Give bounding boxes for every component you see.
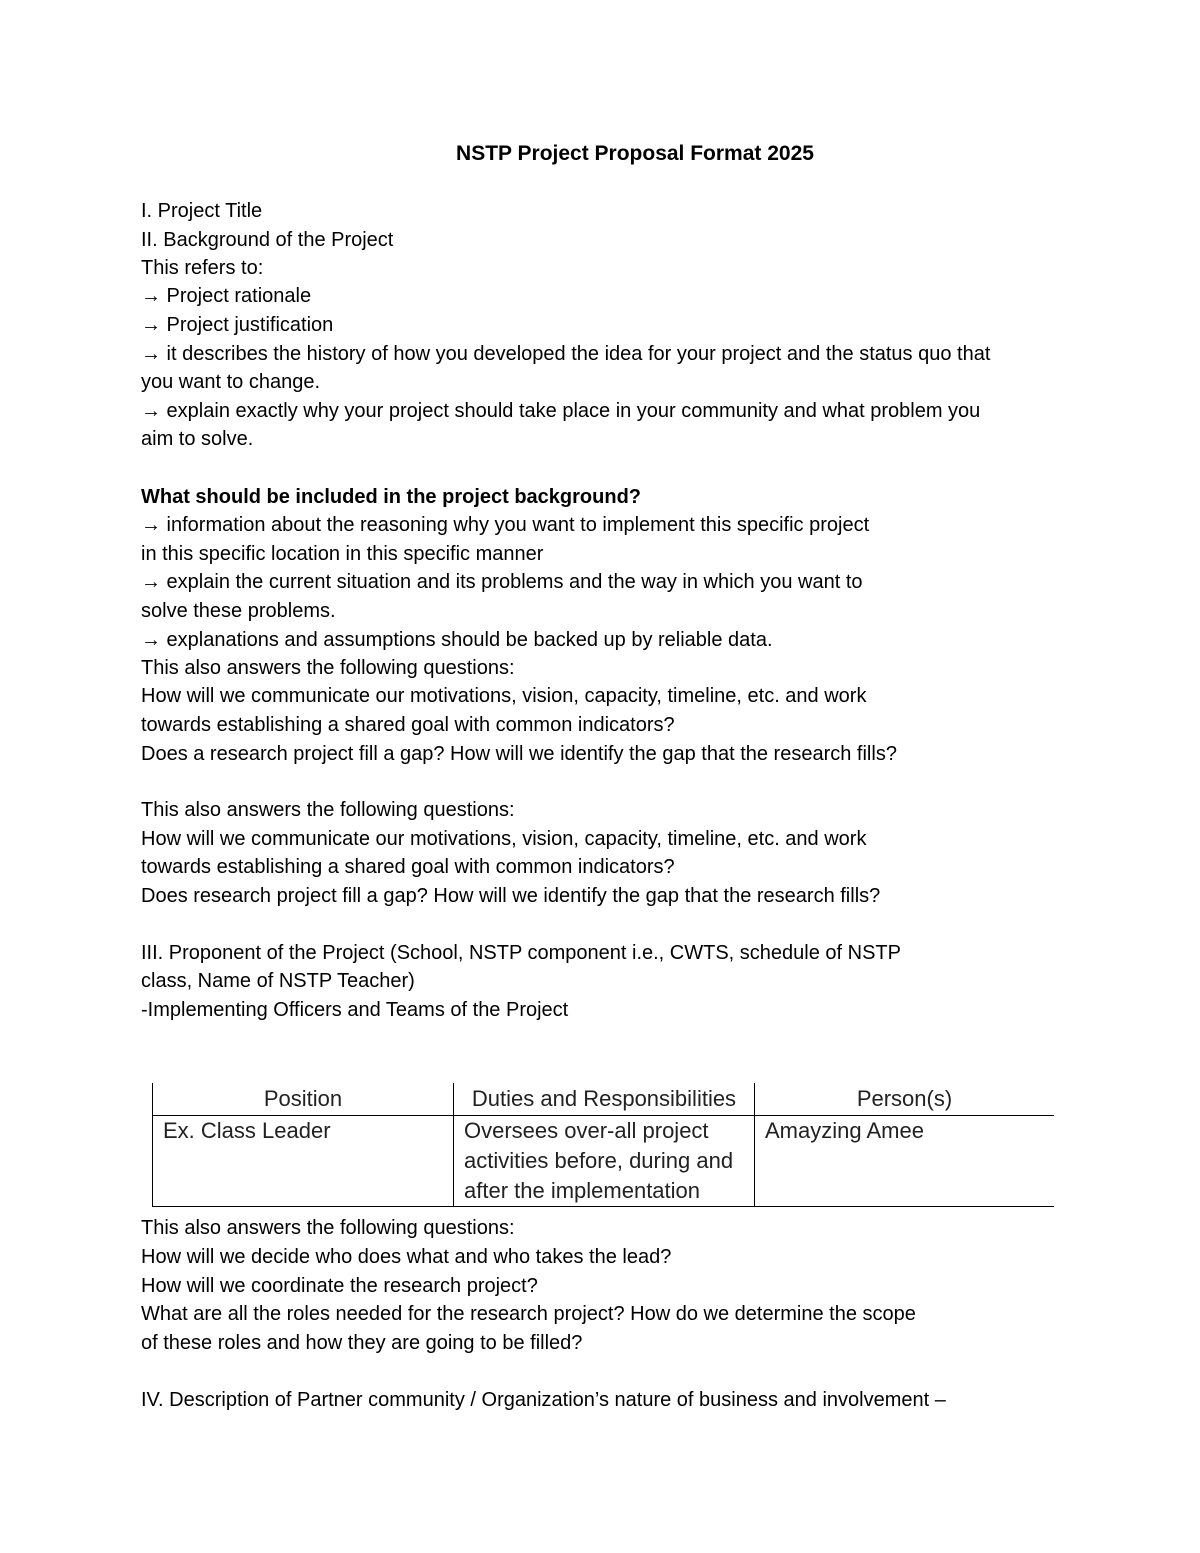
text-line: How will we coordinate the research project?	[141, 1275, 538, 1297]
text-line: What are all the roles needed for the research project? How do we determine the scope	[141, 1303, 916, 1325]
text-line: How will we communicate our motivations, vision, capacity, timeline, etc. and work	[141, 828, 867, 850]
duties-line: activities before, during and	[464, 1148, 734, 1173]
text-line: towards establishing a shared goal with common indicators?	[141, 714, 675, 736]
text-line: solve these problems.	[141, 600, 336, 622]
text-line: → Project rationale	[141, 285, 312, 307]
text-line: towards establishing a shared goal with common indicators?	[141, 856, 675, 878]
cell-duties	[454, 1116, 755, 1207]
text-line: I. Project Title	[141, 200, 263, 222]
text-line: This also answers the following questions:	[141, 1217, 515, 1239]
section-iv-heading: IV. Description of Partner community / Organization’s nature of business and involvement –	[141, 1389, 946, 1411]
table-header-row	[153, 1083, 1055, 1116]
text-line: aim to solve.	[141, 428, 254, 450]
cell-persons: Amayzing Amee	[755, 1116, 1055, 1207]
cell-position: Ex. Class Leader	[153, 1116, 454, 1207]
text-line: This refers to:	[141, 257, 264, 279]
officers-table	[152, 1083, 1054, 1207]
text-line: → explain the current situation and its problems and the way in which you want to	[141, 571, 863, 593]
text-line: III. Proponent of the Project (School, NSTP component i.e., CWTS, schedule of NSTP	[141, 942, 901, 964]
text-line: → Project justification	[141, 314, 334, 336]
column-header-persons: Person(s)	[755, 1083, 1055, 1116]
document-title: NSTP Project Proposal Format 2025	[456, 142, 814, 165]
text-line: -Implementing Officers and Teams of the Project	[141, 999, 569, 1021]
column-header-position: Position	[153, 1083, 454, 1116]
text-line: of these roles and how they are going to be filled?	[141, 1332, 583, 1354]
text-line: II. Background of the Project	[141, 229, 394, 251]
text-line: This also answers the following questions:	[141, 657, 515, 679]
text-line: → it describes the history of how you developed the idea for your project and the status quo that	[141, 343, 991, 365]
text-line: How will we communicate our motivations, vision, capacity, timeline, etc. and work	[141, 685, 867, 707]
text-line: → explain exactly why your project should take place in your community and what problem you	[141, 400, 981, 422]
text-line: → explanations and assumptions should be backed up by reliable data.	[141, 629, 773, 651]
text-line: Does research project fill a gap? How will we identify the gap that the research fills?	[141, 885, 881, 907]
duties-line: Oversees over-all project	[464, 1118, 709, 1143]
text-line: in this specific location in this specific manner	[141, 543, 544, 565]
table-row	[153, 1116, 1055, 1207]
section-heading: What should be included in the project background?	[141, 486, 642, 508]
text-line: class, Name of NSTP Teacher)	[141, 970, 415, 992]
text-line: This also answers the following questions:	[141, 799, 515, 821]
column-header-duties: Duties and Responsibilities	[454, 1083, 755, 1116]
text-line: → information about the reasoning why you want to implement this specific project	[141, 514, 870, 536]
text-line: Does a research project fill a gap? How will we identify the gap that the research fills?	[141, 743, 897, 765]
duties-line: after the implementation	[464, 1178, 701, 1203]
text-line: you want to change.	[141, 371, 321, 393]
text-line: How will we decide who does what and who takes the lead?	[141, 1246, 672, 1268]
